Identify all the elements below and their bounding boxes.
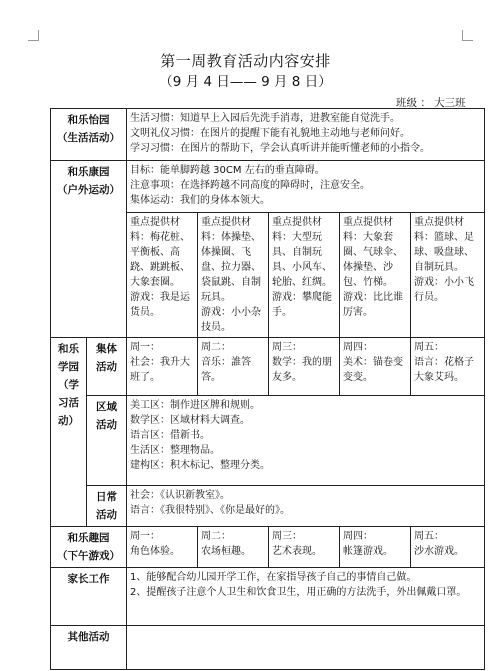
- area-line-1: 美工区：制作进区牌和规则。: [130, 400, 260, 411]
- outdoor-group: 集体运动：我们的身体本领大。: [130, 195, 270, 206]
- outdoor-goal: 目标：能单脚跨越 30CM 左右的垂直障碍。: [130, 165, 325, 176]
- daily-line-2: 语言：《我很特别》、《你是最好的》。: [130, 505, 290, 516]
- schedule-table: [50, 108, 485, 670]
- afternoon-day-4: [340, 527, 411, 568]
- afternoon-day-2-text: 周二： 农场桓趣。: [201, 531, 251, 557]
- life-row: [51, 109, 485, 161]
- outdoor-notice: 注意事项：在选择跨越不同高度的障碍时，注意安全。: [130, 180, 370, 191]
- area-activity-label: [87, 396, 127, 486]
- afternoon-day-1-text: 周一： 角色体验。: [130, 531, 180, 557]
- afternoon-row: [51, 527, 485, 568]
- daily-activity-label-text: 日常 活动: [96, 491, 117, 521]
- outdoor-col-2: [198, 213, 269, 338]
- outdoor-col-4-text: 重点提供材料：大象套圈、气球伞、体操垫、沙包、竹梯。 游戏：比比谁厉害。: [343, 217, 403, 318]
- outdoor-col-1: [127, 213, 198, 338]
- outdoor-info-row: [51, 161, 485, 213]
- area-line-4: 生活区：整理物品。: [130, 445, 220, 456]
- study-group-row: [51, 338, 485, 396]
- afternoon-day-3-text: 周三： 艺术表现。: [272, 531, 322, 557]
- family-line-1: 1、能够配合幼儿园开学工作，在家指导孩子自己的事情自己做。: [130, 572, 417, 583]
- area-line-5: 建构区：积木标记、整理分类。: [130, 460, 270, 471]
- daily-content: [127, 486, 485, 527]
- study-head-label: 和乐 学园 （学 习活 动）: [58, 343, 79, 427]
- area-line-3: 语言区：借新书。: [130, 430, 210, 441]
- group-day-4: [340, 338, 411, 396]
- afternoon-day-4-text: 周四： 帐篷游戏。: [343, 531, 393, 557]
- life-line-2: 文明礼仪习惯：在图片的提醒下能有礼貌地主动地与老师问好。: [130, 128, 410, 139]
- outdoor-col-5-text: 重点提供材料：篮球、足球、吸盘球、自制玩具。 游戏：小小飞行员。: [414, 217, 474, 303]
- outdoor-col-4: [340, 213, 411, 338]
- afternoon-day-5-text: 周五： 沙水游戏。: [414, 531, 464, 557]
- other-head-label: 其他活动: [67, 631, 110, 643]
- group-day-5: [411, 338, 485, 396]
- area-activity-label-text: 区域 活动: [96, 401, 117, 431]
- group-day-3: [269, 338, 340, 396]
- afternoon-day-3: [269, 527, 340, 568]
- life-line-3: 学习习惯：在图片的帮助下，学会认真听讲并能听懂老师的小指令。: [130, 143, 430, 154]
- group-day-2-text: 周二： 音乐：誰答答。: [201, 342, 251, 383]
- afternoon-head: [51, 527, 127, 568]
- outdoor-col-3-text: 重点提供材料：大型玩具、自制玩具、小风车、轮胎、红绸。 游戏：攀爬能手。: [272, 217, 332, 318]
- daily-activity-label: [87, 486, 127, 527]
- afternoon-day-5: [411, 527, 485, 568]
- afternoon-day-2: [198, 527, 269, 568]
- life-head: [51, 109, 127, 161]
- outdoor-head-label: 和乐康园 （户外运动）: [57, 166, 120, 196]
- corner-mark-left: [28, 30, 39, 41]
- area-line-2: 数学区：区域材料大调查。: [130, 415, 250, 426]
- group-day-5-text: 周五： 语言：花格子大象艾玛。: [414, 342, 474, 383]
- group-day-4-text: 周四： 美术：锚卷变变变。: [343, 342, 403, 383]
- outdoor-col-2-text: 重点提供材料：体操垫、体操圈、飞盘、拉力器、袋鼠跳、自制玩具。 游戏：小小杂技员。: [201, 217, 261, 333]
- study-daily-row: [51, 486, 485, 527]
- other-content: [127, 626, 485, 670]
- page-title: 第一周教育活动内容安排: [160, 52, 331, 70]
- outdoor-col-5: [411, 213, 485, 338]
- group-activity-label: [87, 338, 127, 396]
- other-row: [51, 626, 485, 670]
- study-area-row: [51, 396, 485, 486]
- outdoor-col-1-text: 重点提供材料：梅花桩、平衡板、高跷、跳跳板、大象套圈。 游戏：我是运货员。: [130, 217, 190, 318]
- study-head: [51, 338, 87, 527]
- afternoon-day-1: [127, 527, 198, 568]
- group-day-1: [127, 338, 198, 396]
- group-day-1-text: 周一： 社会：我升大班了。: [130, 342, 190, 383]
- afternoon-head-label: 和乐趣园 （下午游戏）: [57, 532, 120, 562]
- daily-line-1: 社会：《认识新教室》。: [130, 490, 230, 501]
- group-day-2: [198, 338, 269, 396]
- group-activity-label-text: 集体 活动: [96, 343, 117, 373]
- group-day-3-text: 周三： 数学：我的朋友多。: [272, 342, 332, 383]
- family-line-2: 2、提醒孩子注意个人卫生和饮食卫生，用正确的方法洗手，外出佩戴口罩。: [130, 587, 467, 598]
- other-head: [51, 626, 127, 670]
- family-head: [51, 568, 127, 626]
- outdoor-col-3: [269, 213, 340, 338]
- class-label: 班级 ： 大三班: [396, 97, 466, 109]
- outdoor-head: [51, 161, 127, 338]
- life-line-1: 生活习惯：知道早上入园后先洗手消毒，进教室能自觉洗手。: [130, 113, 400, 124]
- life-content: [127, 109, 485, 161]
- date-range: （9 月 4 日—— 9 月 8 日）: [159, 74, 332, 90]
- family-head-label: 家长工作: [67, 573, 110, 585]
- outdoor-info: [127, 161, 485, 213]
- area-content: [127, 396, 485, 486]
- corner-mark-right: [462, 30, 473, 41]
- family-row: [51, 568, 485, 626]
- life-head-label: 和乐怡园 （生活活动）: [57, 114, 120, 144]
- family-content: [127, 568, 485, 626]
